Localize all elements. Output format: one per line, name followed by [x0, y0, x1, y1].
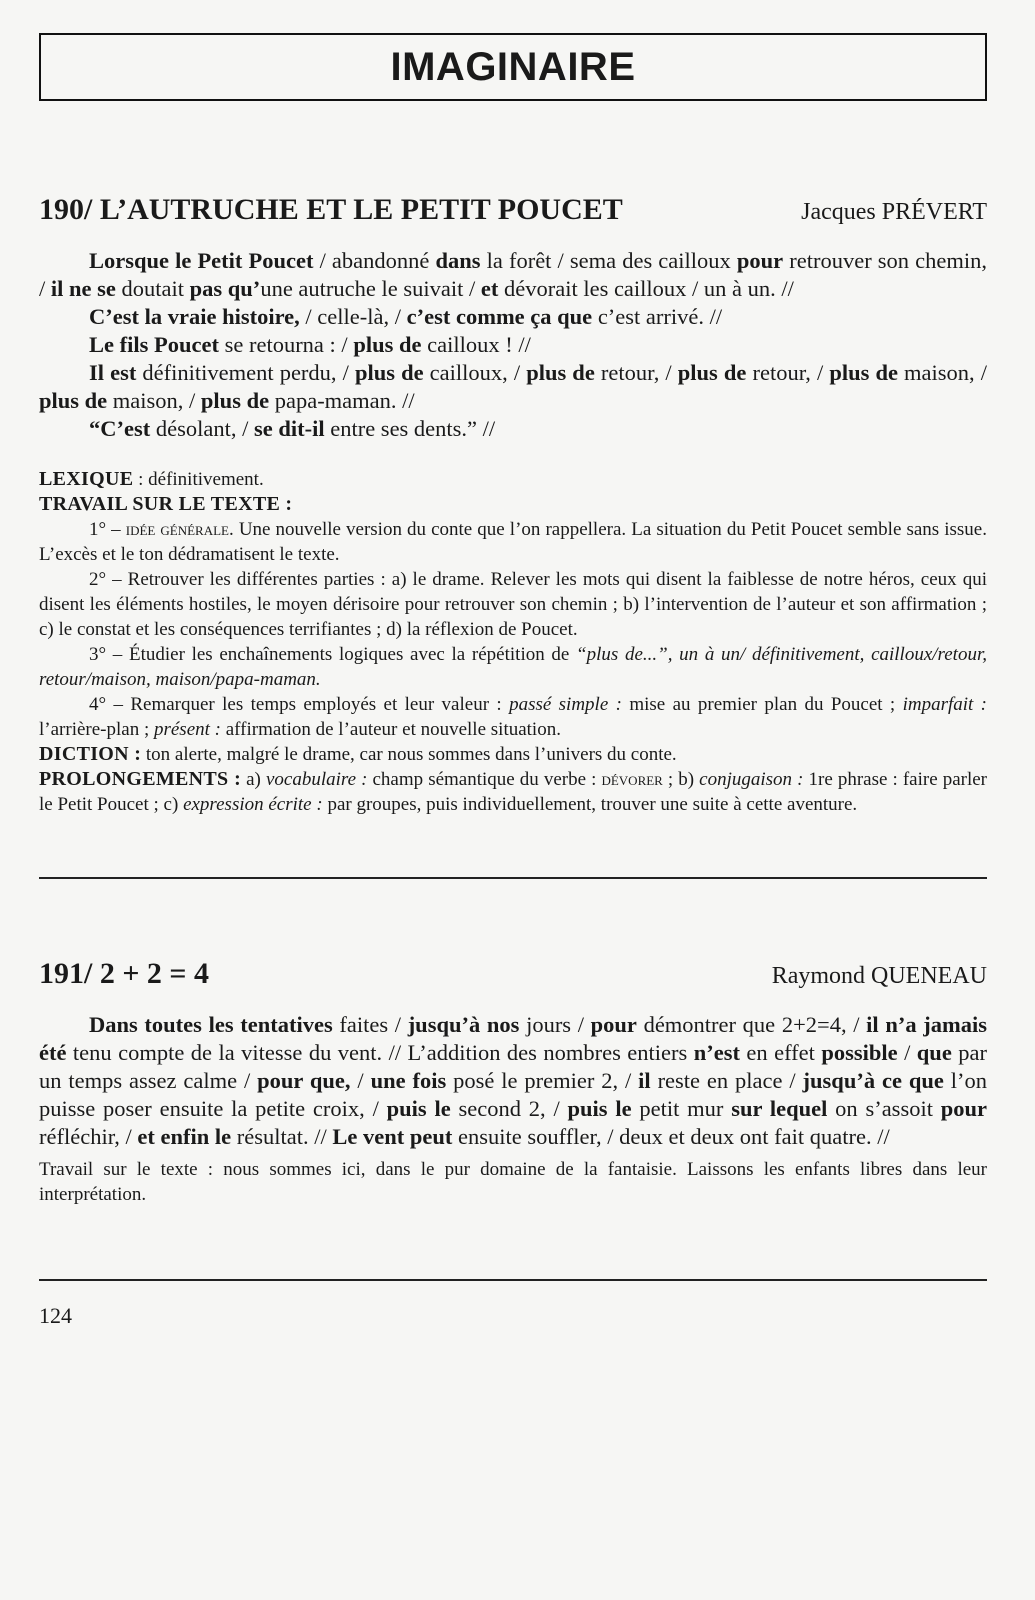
exercise-190-notes	[39, 467, 987, 817]
divider	[39, 877, 987, 879]
note-paragraph: 4° – Remarquer les temps employés et leur valeur : passé simple : mise au premier plan du Poucet ; imparfait : l’arrière-plan ; présent : affirmation de l’auteur et nouvelle situation.	[39, 694, 987, 740]
note-paragraph: LEXIQUE : définitivement.	[39, 468, 264, 490]
note-paragraph: 3° – Étudier les enchaînements logiques avec la répétition de “plus de...”, un à un/ définitivement, cailloux/retour, retour/maison, maison/papa-maman.	[39, 644, 987, 690]
exercise-190-author: Jacques PRÉVERT	[801, 199, 987, 225]
exercise-190-title: 190/ L’AUTRUCHE ET LE PETIT POUCET	[39, 193, 623, 226]
text-paragraph: “C’est désolant, / se dit-il entre ses dents.” //	[89, 416, 496, 441]
note-text: Travail sur le texte : nous sommes ici, dans le pur domaine de la fantaisie. Laissons les enfants libres dans leur interprétation.	[39, 1159, 987, 1205]
exercise-191-author: Raymond QUENEAU	[771, 963, 987, 989]
text-paragraph: Il est définitivement perdu, / plus de cailloux, / plus de retour, / plus de retour, / plus de maison, / plus de maison, / plus de papa-maman. //	[39, 360, 987, 413]
page	[39, 33, 987, 1329]
section-title: IMAGINAIRE	[390, 44, 636, 89]
text-paragraph: C’est la vraie histoire, / celle-là, / c’est comme ça que c’est arrivé. //	[89, 304, 723, 329]
section-banner	[39, 33, 987, 101]
exercise-191-note	[39, 1157, 987, 1207]
page-number: 124	[39, 1303, 72, 1328]
note-paragraph: TRAVAIL SUR LE TEXTE :	[39, 493, 293, 515]
note-paragraph: PROLONGEMENTS : a) vocabulaire : champ sémantique du verbe : dévorer ; b) conjugaison : 1re phrase : faire parler le Petit Poucet ; c) expression écrite : par groupes, puis individuellement, trouver une suite à cette aventure.	[39, 768, 988, 815]
divider	[39, 1279, 987, 1281]
note-paragraph: 2° – Retrouver les différentes parties : a) le drame. Relever les mots qui disent la faiblesse de notre héros, ceux qui disent les éléments hostiles, le moyen dérisoire pour retrouver son chemin ; b) l’intervention de l’auteur et son affirmation ; c) le constat et les conséquences terrifiantes ; d) la réflexion de Poucet.	[39, 569, 987, 640]
note-paragraph: DICTION : ton alerte, malgré le drame, car nous sommes dans l’univers du conte.	[39, 743, 677, 765]
text-paragraph: Le fils Poucet se retourna : / plus de cailloux ! //	[89, 332, 531, 357]
exercise-191-header	[39, 957, 987, 991]
exercise-191-title: 191/ 2 + 2 = 4	[39, 957, 210, 990]
text-paragraph: Dans toutes les tentatives faites / jusqu’à nos jours / pour démontrer que 2+2=4, / il n’a jamais été tenu compte de la vitesse du vent. // L’addition des nombres entiers n’est en effet possible / que par un temps assez calme / pour que, / une fois posé le premier 2, / il reste en place / jusqu’à ce que l’on puisse poser ensuite la petite croix, / puis le second 2, / puis le petit mur sur lequel on s’assoit pour réfléchir, / et enfin le résultat. // Le vent peut ensuite souffler, / deux et deux ont fait quatre. //	[39, 1012, 988, 1149]
text-paragraph: Lorsque le Petit Poucet / abandonné dans la forêt / sema des cailloux pour retrouver son chemin, / il ne se doutait pas qu’une autruche le suivait / et dévorait les cailloux / un à un. //	[39, 248, 987, 301]
note-paragraph: 1° – idée générale. Une nouvelle version du conte que l’on rappellera. La situation du Petit Poucet semble sans issue. L’excès et le ton dédramatisent le texte.	[39, 519, 987, 565]
exercise-191-text	[39, 1011, 987, 1151]
exercise-190-text	[39, 247, 987, 443]
exercise-190-header	[39, 193, 987, 227]
